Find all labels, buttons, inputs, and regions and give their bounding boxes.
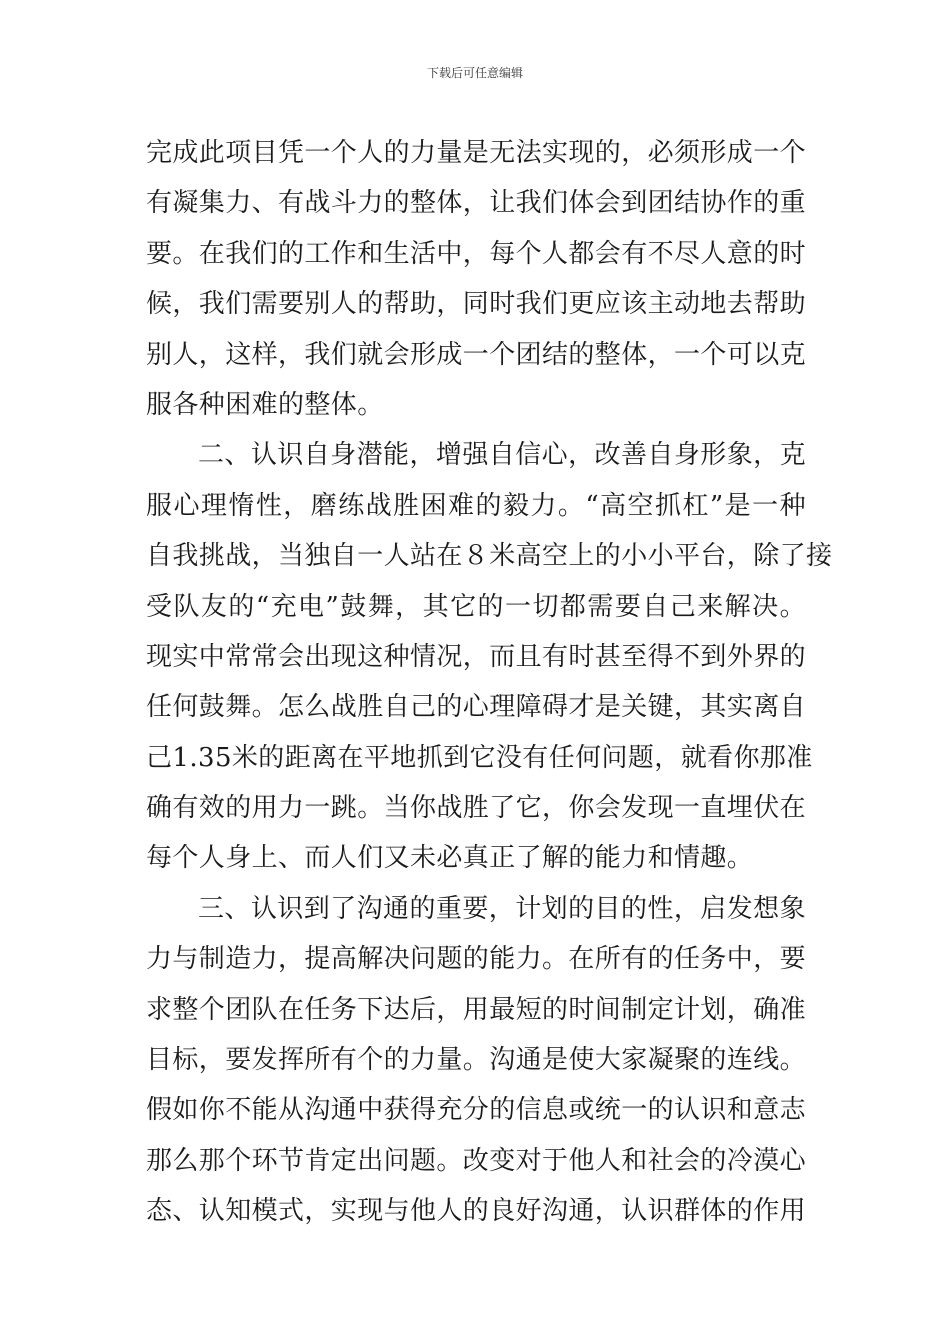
text-line: 有凝集力、有战斗力的整体，让我们体会到团结协作的重 [146, 188, 807, 219]
document-body [146, 128, 833, 1237]
text-line: 确有效的用力一跳。当你战胜了它，你会发现一直埋伏在 [146, 793, 807, 824]
text-line: 别人，这样，我们就会形成一个团结的整体，一个可以克 [146, 339, 807, 370]
paragraph-start-line: 三、认识到了沟通的重要，计划的目的性，启发想象 [198, 893, 806, 924]
text-line: 任何鼓舞。怎么战胜自己的心理障碍才是关键，其实离自 [146, 692, 807, 723]
text-line: 要。在我们的工作和生活中，每个人都会有不尽人意的时 [146, 238, 807, 269]
text-line: 现实中常常会出现这种情况，而且有时甚至得不到外界的 [146, 641, 807, 672]
text-line: 受队友的“充电”鼓舞，其它的一切都需要自己来解决。 [146, 591, 806, 622]
text-line: 己1.35米的距离在平地抓到它没有任何问题，就看你那准 [146, 742, 813, 773]
page-header: 下载后可任意编辑 [426, 66, 523, 80]
paragraph-start-line: 二、认识自身潜能，增强自信心，改善自身形象，克 [198, 440, 806, 471]
text-line: 力与制造力，提高解决问题的能力。在所有的任务中，要 [146, 944, 807, 975]
text-line: 自我挑战，当独自一人站在８米高空上的小小平台，除了接 [146, 541, 833, 572]
text-line: 服各种困难的整体。 [146, 389, 384, 420]
text-line: 完成此项目凭一个人的力量是无法实现的，必须形成一个 [146, 138, 807, 168]
text-line: 候，我们需要别人的帮助，同时我们更应该主动地去帮助 [146, 289, 807, 320]
text-line: 态、认知模式，实现与他人的良好沟通，认识群体的作用 [146, 1196, 807, 1227]
text-line: 那么那个环节肯定出问题。改变对于他人和社会的冷漠心 [146, 1145, 807, 1176]
text-line: 求整个团队在任务下达后，用最短的时间制定计划，确准 [146, 994, 807, 1025]
text-line: 每个人身上、而人们又未必真正了解的能力和情趣。 [146, 843, 754, 874]
text-line: 服心理惰性，磨练战胜困难的毅力。“高空抓杠”是一种 [146, 490, 806, 521]
text-line: 目标，要发挥所有个的力量。沟通是使大家凝聚的连线。 [146, 1045, 807, 1076]
text-line: 假如你不能从沟通中获得充分的信息或统一的认识和意志 [146, 1095, 807, 1126]
